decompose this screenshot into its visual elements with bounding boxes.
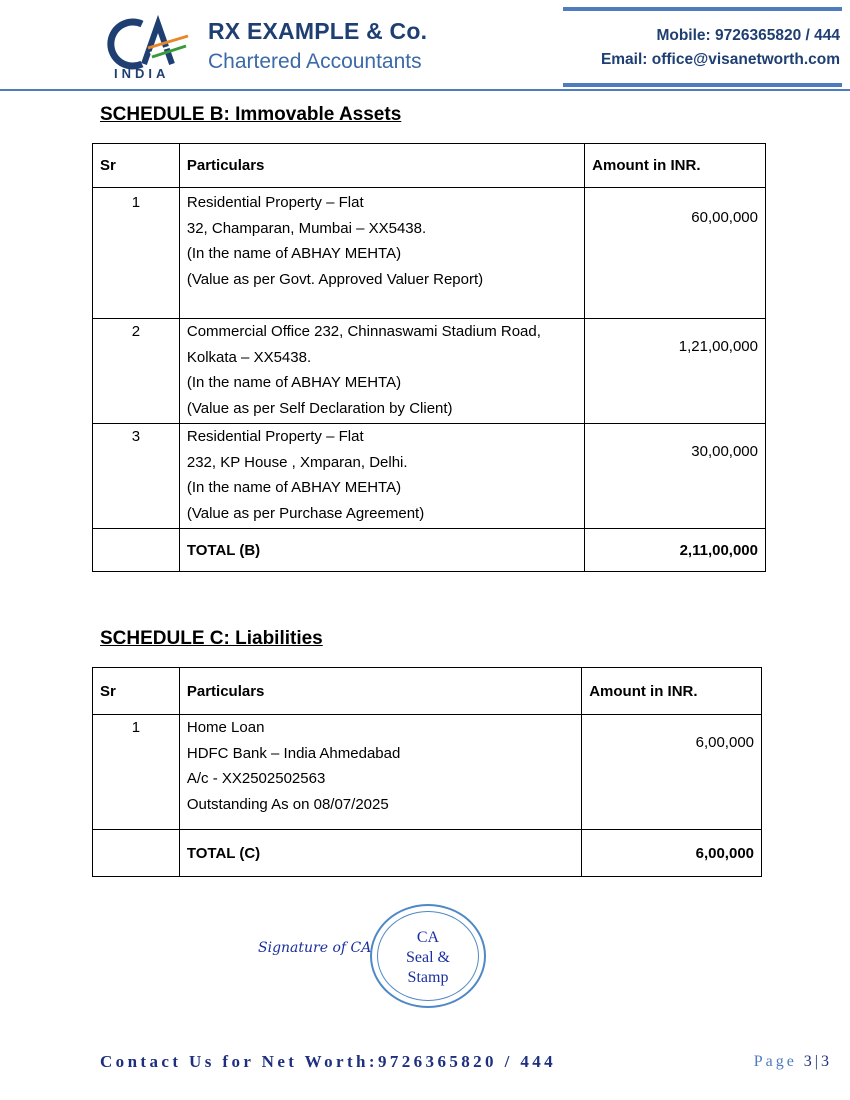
stamp-text	[372, 928, 484, 988]
stamp-line: Seal &	[406, 949, 450, 966]
contact-divider-top	[563, 7, 842, 11]
stamp-line: CA	[416, 929, 440, 946]
total-row	[93, 830, 762, 877]
logo-subtext: INDIA	[114, 66, 170, 80]
table-row	[93, 319, 766, 424]
firm-block	[208, 18, 427, 74]
stamp-line: Stamp	[407, 969, 449, 986]
page-label: Page	[753, 1053, 797, 1070]
row-line: Outstanding As on 08/07/2025	[186, 795, 389, 813]
row-line: A/c - XX2502502563	[186, 770, 326, 787]
schedule-c-title: SCHEDULE C: Liabilities	[100, 628, 323, 649]
total-amount: 2,11,00,000	[585, 529, 766, 572]
row-amount: 30,00,000	[691, 443, 758, 460]
ca-seal-stamp	[370, 904, 486, 1008]
row-line: (Value as per Govt. Approved Valuer Report)	[186, 270, 484, 288]
row-line: Kolkata – XX5438.	[186, 348, 312, 366]
row-sr: 2	[131, 323, 141, 340]
table-row	[93, 188, 766, 319]
row-line: (In the name of ABHAY MEHTA)	[186, 245, 402, 262]
col-header-amount: Amount in INR.	[582, 668, 762, 715]
total-sr-cell	[93, 830, 180, 877]
row-line: Commercial Office 232, Chinnaswami Stadium Road,	[186, 323, 541, 340]
header-contact	[601, 24, 840, 72]
col-header-particulars: Particulars	[179, 668, 581, 715]
signature-text: Signature of CA	[258, 940, 372, 956]
row-sr: 1	[131, 194, 141, 211]
footer-contact: Contact Us for Net Worth:9726365820 / 444	[100, 1052, 557, 1071]
schedule-b-title: SCHEDULE B: Immovable Assets	[100, 104, 402, 125]
row-line: (Value as per Purchase Agreement)	[186, 504, 425, 522]
col-header-sr: Sr	[93, 144, 180, 188]
row-amount: 6,00,000	[695, 734, 754, 751]
firm-subtitle: Chartered Accountants	[208, 50, 422, 73]
table-row	[93, 715, 762, 830]
row-amount: 1,21,00,000	[678, 338, 758, 355]
row-line: HDFC Bank – India Ahmedabad	[186, 744, 401, 762]
letterhead	[0, 0, 850, 92]
firm-name: RX EXAMPLE & Co.	[208, 18, 428, 44]
row-line: Home Loan	[186, 719, 265, 736]
row-line: Residential Property – Flat	[186, 194, 364, 211]
row-line: (In the name of ABHAY MEHTA)	[186, 374, 402, 391]
row-line: 232, KP House , Xmparan, Delhi.	[186, 453, 408, 471]
row-line: Residential Property – Flat	[186, 428, 364, 445]
email-text: Email: office@visanetworth.com	[600, 51, 840, 68]
mobile-text: Mobile: 9726365820 / 444	[656, 27, 840, 44]
row-line: (Value as per Self Declaration by Client)	[186, 399, 453, 417]
page-number: Page 3|3	[753, 1053, 832, 1070]
total-row	[93, 529, 766, 572]
col-header-sr: Sr	[93, 668, 180, 715]
total-label: TOTAL (C)	[179, 830, 581, 877]
ca-india-logo	[104, 14, 194, 80]
row-amount: 60,00,000	[691, 209, 758, 226]
total-sr-cell	[93, 529, 180, 572]
total-label: TOTAL (B)	[179, 529, 584, 572]
table-row	[93, 424, 766, 529]
schedule-b-table	[92, 143, 766, 572]
page-total: 3	[821, 1053, 832, 1070]
total-amount: 6,00,000	[582, 830, 762, 877]
col-header-particulars: Particulars	[179, 144, 584, 188]
table-header-row	[93, 668, 762, 715]
col-header-amount: Amount in INR.	[585, 144, 766, 188]
contact-divider-bottom	[563, 83, 842, 87]
schedule-c-table	[92, 667, 762, 877]
page-current: 3	[803, 1053, 815, 1070]
row-line: (In the name of ABHAY MEHTA)	[186, 479, 402, 496]
row-sr: 1	[131, 719, 141, 736]
row-sr: 3	[131, 428, 141, 445]
header-rule	[0, 89, 850, 91]
row-line: 32, Champaran, Mumbai – XX5438.	[186, 219, 427, 237]
table-header-row	[93, 144, 766, 188]
